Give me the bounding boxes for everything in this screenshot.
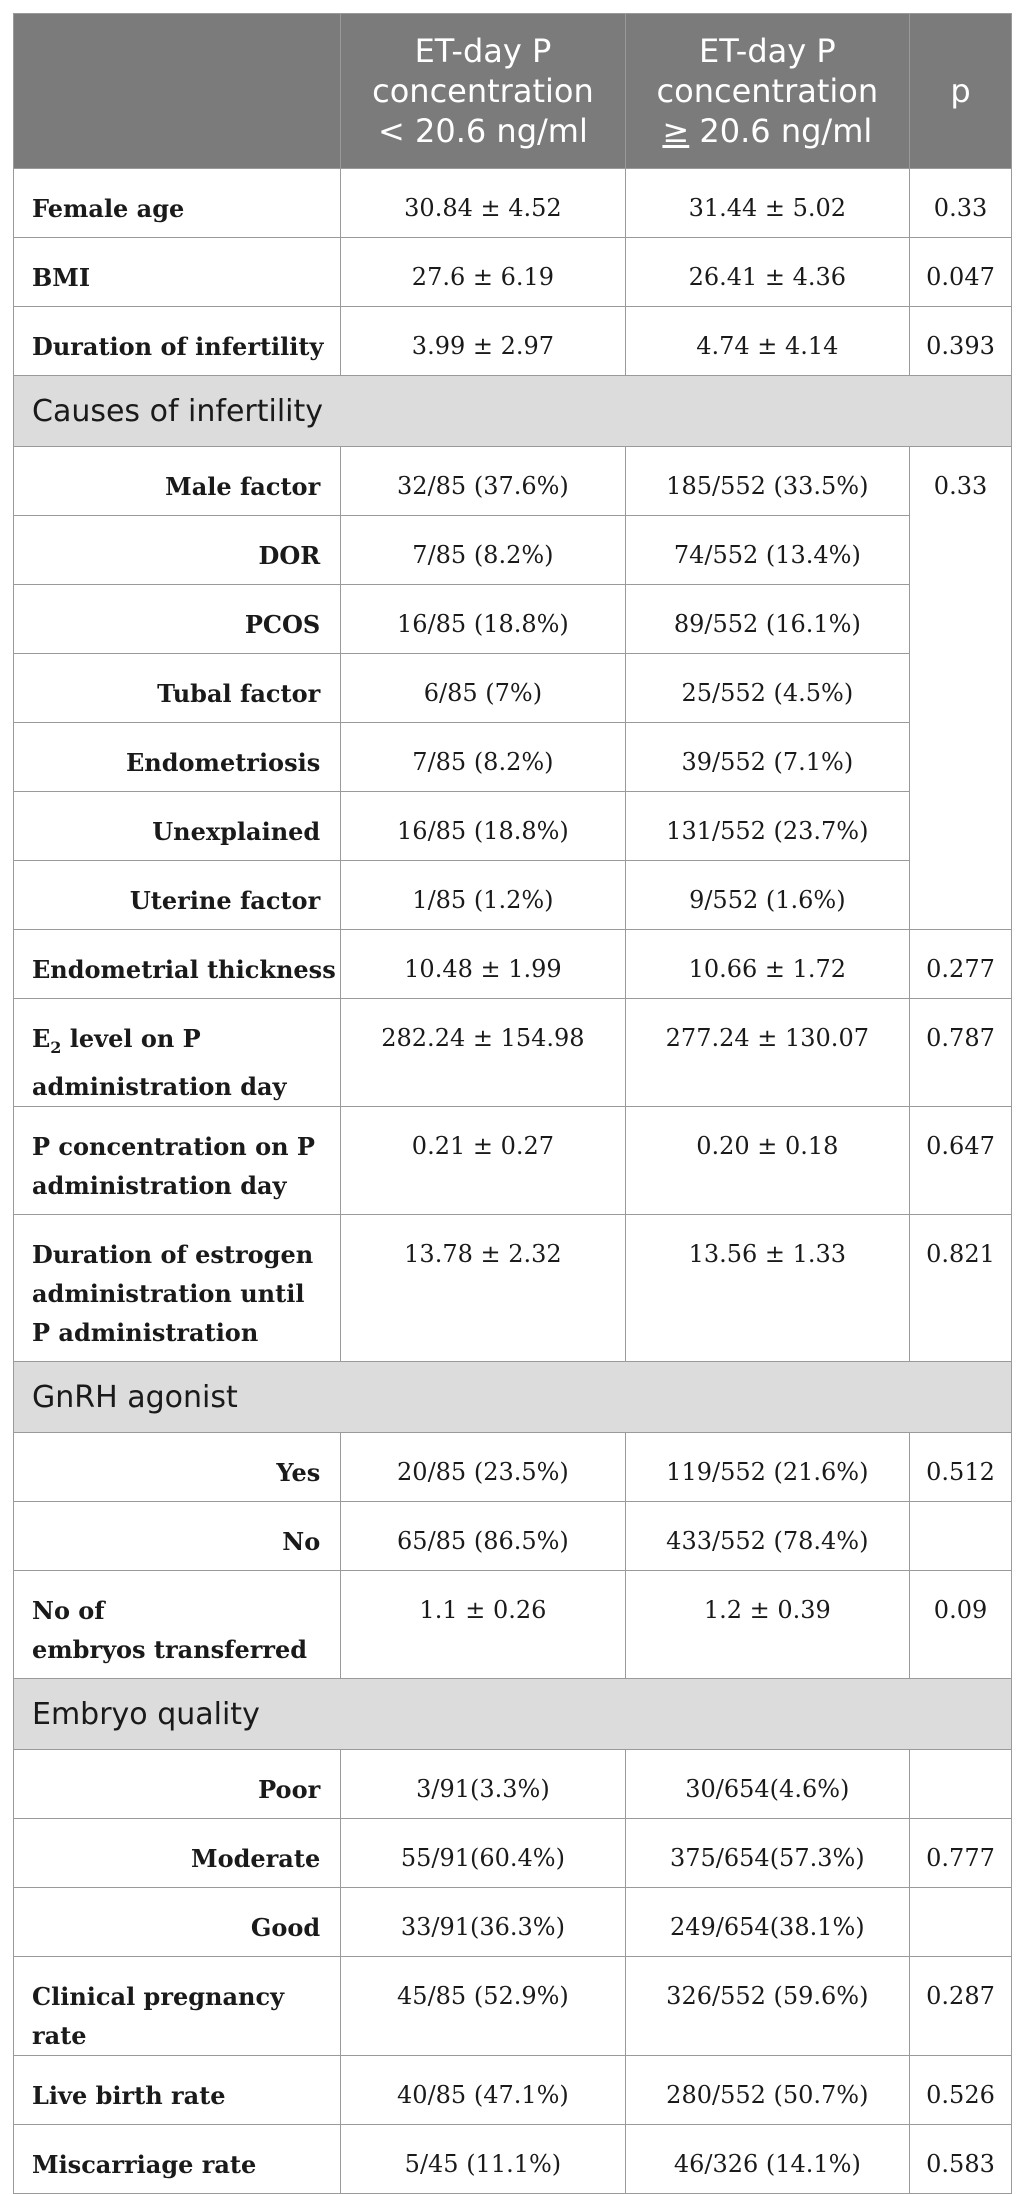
low-value: 3.99 ± 2.97 bbox=[341, 307, 625, 376]
section-heading: Embryo quality bbox=[14, 1679, 1012, 1750]
table-row bbox=[14, 2056, 1012, 2125]
high-value: 30/654(4.6%) bbox=[625, 1750, 909, 1819]
row-label: Endometrial thickness bbox=[14, 930, 341, 999]
row-label: Tubal factor bbox=[14, 654, 341, 723]
high-value: 326/552 (59.6%) bbox=[625, 1957, 909, 2056]
section-heading: GnRH agonist bbox=[14, 1362, 1012, 1433]
high-value: 277.24 ± 130.07 bbox=[625, 999, 909, 1107]
high-value: 280/552 (50.7%) bbox=[625, 2056, 909, 2125]
high-value: 46/326 (14.1%) bbox=[625, 2125, 909, 2194]
table-row bbox=[14, 307, 1012, 376]
high-value: 89/552 (16.1%) bbox=[625, 585, 909, 654]
table-row bbox=[14, 1888, 1012, 1957]
p-value: 0.583 bbox=[910, 2125, 1012, 2194]
header-empty-cell bbox=[14, 14, 341, 169]
p-value: 0.647 bbox=[910, 1107, 1012, 1215]
high-value: 13.56 ± 1.33 bbox=[625, 1215, 909, 1362]
high-value: 249/654(38.1%) bbox=[625, 1888, 909, 1957]
low-value: 7/85 (8.2%) bbox=[341, 516, 625, 585]
low-value: 16/85 (18.8%) bbox=[341, 792, 625, 861]
row-label: Moderate bbox=[14, 1819, 341, 1888]
low-value: 55/91(60.4%) bbox=[341, 1819, 625, 1888]
low-value: 3/91(3.3%) bbox=[341, 1750, 625, 1819]
row-label: DOR bbox=[14, 516, 341, 585]
table-row bbox=[14, 654, 1012, 723]
p-value: 0.393 bbox=[910, 307, 1012, 376]
row-label: Unexplained bbox=[14, 792, 341, 861]
table-row bbox=[14, 723, 1012, 792]
p-value-empty bbox=[910, 1888, 1012, 1957]
low-value: 5/45 (11.1%) bbox=[341, 2125, 625, 2194]
row-label: $E_2$ level on P administration day bbox=[14, 999, 341, 1107]
section-row-causes bbox=[14, 376, 1012, 447]
table-row bbox=[14, 1750, 1012, 1819]
header-low-concentration: ET-day P concentration < 20.6 ng/ml bbox=[341, 14, 625, 169]
table-row bbox=[14, 930, 1012, 999]
table-row bbox=[14, 1215, 1012, 1362]
high-value: 39/552 (7.1%) bbox=[625, 723, 909, 792]
table-row bbox=[14, 999, 1012, 1107]
low-value: 16/85 (18.8%) bbox=[341, 585, 625, 654]
p-value: 0.821 bbox=[910, 1215, 1012, 1362]
p-value: 0.287 bbox=[910, 1957, 1012, 2056]
row-label: Live birth rate bbox=[14, 2056, 341, 2125]
table-row bbox=[14, 792, 1012, 861]
comparison-table bbox=[13, 13, 1012, 2194]
table-row bbox=[14, 169, 1012, 238]
low-value: 13.78 ± 2.32 bbox=[341, 1215, 625, 1362]
high-value: 375/654(57.3%) bbox=[625, 1819, 909, 1888]
row-label: Good bbox=[14, 1888, 341, 1957]
low-value: 45/85 (52.9%) bbox=[341, 1957, 625, 2056]
high-value: 0.20 ± 0.18 bbox=[625, 1107, 909, 1215]
header-high-concentration: ET-day P concentration ≥ 20.6 ng/ml bbox=[625, 14, 909, 169]
high-value: 9/552 (1.6%) bbox=[625, 861, 909, 930]
p-value: 0.777 bbox=[910, 1819, 1012, 1888]
table-row bbox=[14, 1433, 1012, 1502]
table-row bbox=[14, 516, 1012, 585]
row-label: P concentration on P administration day bbox=[14, 1107, 341, 1215]
row-label: Duration of infertility bbox=[14, 307, 341, 376]
row-label: Male factor bbox=[14, 447, 341, 516]
section-row-embryo-quality bbox=[14, 1679, 1012, 1750]
high-value: 25/552 (4.5%) bbox=[625, 654, 909, 723]
row-label: BMI bbox=[14, 238, 341, 307]
low-value: 65/85 (86.5%) bbox=[341, 1502, 625, 1571]
row-label: Duration of estrogen administration until P administration bbox=[14, 1215, 341, 1362]
row-label: Clinical pregnancy rate bbox=[14, 1957, 341, 2056]
high-value: 119/552 (21.6%) bbox=[625, 1433, 909, 1502]
table-row bbox=[14, 2125, 1012, 2194]
low-value: 0.21 ± 0.27 bbox=[341, 1107, 625, 1215]
row-label: Female age bbox=[14, 169, 341, 238]
table-row bbox=[14, 585, 1012, 654]
p-value: 0.09 bbox=[910, 1571, 1012, 1679]
low-value: 30.84 ± 4.52 bbox=[341, 169, 625, 238]
row-label: Poor bbox=[14, 1750, 341, 1819]
low-value: 1.1 ± 0.26 bbox=[341, 1571, 625, 1679]
table-row bbox=[14, 1819, 1012, 1888]
high-value: 4.74 ± 4.14 bbox=[625, 307, 909, 376]
greater-equal-symbol: ≥ bbox=[662, 112, 690, 150]
header-p-value: p bbox=[910, 14, 1012, 169]
row-label: Yes bbox=[14, 1433, 341, 1502]
row-label: Miscarriage rate bbox=[14, 2125, 341, 2194]
p-value: 0.33 bbox=[910, 169, 1012, 238]
low-value: 10.48 ± 1.99 bbox=[341, 930, 625, 999]
low-value: 32/85 (37.6%) bbox=[341, 447, 625, 516]
row-label: Uterine factor bbox=[14, 861, 341, 930]
high-value: 31.44 ± 5.02 bbox=[625, 169, 909, 238]
p-value: 0.047 bbox=[910, 238, 1012, 307]
row-label: No of embryos transferred bbox=[14, 1571, 341, 1679]
low-value: 33/91(36.3%) bbox=[341, 1888, 625, 1957]
high-value: 10.66 ± 1.72 bbox=[625, 930, 909, 999]
p-value-empty bbox=[910, 1750, 1012, 1819]
low-value: 6/85 (7%) bbox=[341, 654, 625, 723]
row-label: Endometriosis bbox=[14, 723, 341, 792]
high-value: 74/552 (13.4%) bbox=[625, 516, 909, 585]
low-value: 40/85 (47.1%) bbox=[341, 2056, 625, 2125]
p-value-empty bbox=[910, 1502, 1012, 1571]
table-row bbox=[14, 1502, 1012, 1571]
row-label: No bbox=[14, 1502, 341, 1571]
low-value: 27.6 ± 6.19 bbox=[341, 238, 625, 307]
high-value: 131/552 (23.7%) bbox=[625, 792, 909, 861]
p-value: 0.33 bbox=[910, 447, 1012, 930]
section-row-gnrh bbox=[14, 1362, 1012, 1433]
table-row bbox=[14, 1107, 1012, 1215]
low-value: 7/85 (8.2%) bbox=[341, 723, 625, 792]
row-label: PCOS bbox=[14, 585, 341, 654]
p-value: 0.787 bbox=[910, 999, 1012, 1107]
high-value: 26.41 ± 4.36 bbox=[625, 238, 909, 307]
high-value: 1.2 ± 0.39 bbox=[625, 1571, 909, 1679]
table-row bbox=[14, 1957, 1012, 2056]
p-value: 0.512 bbox=[910, 1433, 1012, 1502]
high-value: 433/552 (78.4%) bbox=[625, 1502, 909, 1571]
table-row bbox=[14, 238, 1012, 307]
low-value: 282.24 ± 154.98 bbox=[341, 999, 625, 1107]
table-row bbox=[14, 861, 1012, 930]
low-value: 1/85 (1.2%) bbox=[341, 861, 625, 930]
table-row bbox=[14, 447, 1012, 516]
p-value: 0.526 bbox=[910, 2056, 1012, 2125]
low-value: 20/85 (23.5%) bbox=[341, 1433, 625, 1502]
header-row bbox=[14, 14, 1012, 169]
high-value: 185/552 (33.5%) bbox=[625, 447, 909, 516]
table-row bbox=[14, 1571, 1012, 1679]
section-heading: Causes of infertility bbox=[14, 376, 1012, 447]
p-value: 0.277 bbox=[910, 930, 1012, 999]
